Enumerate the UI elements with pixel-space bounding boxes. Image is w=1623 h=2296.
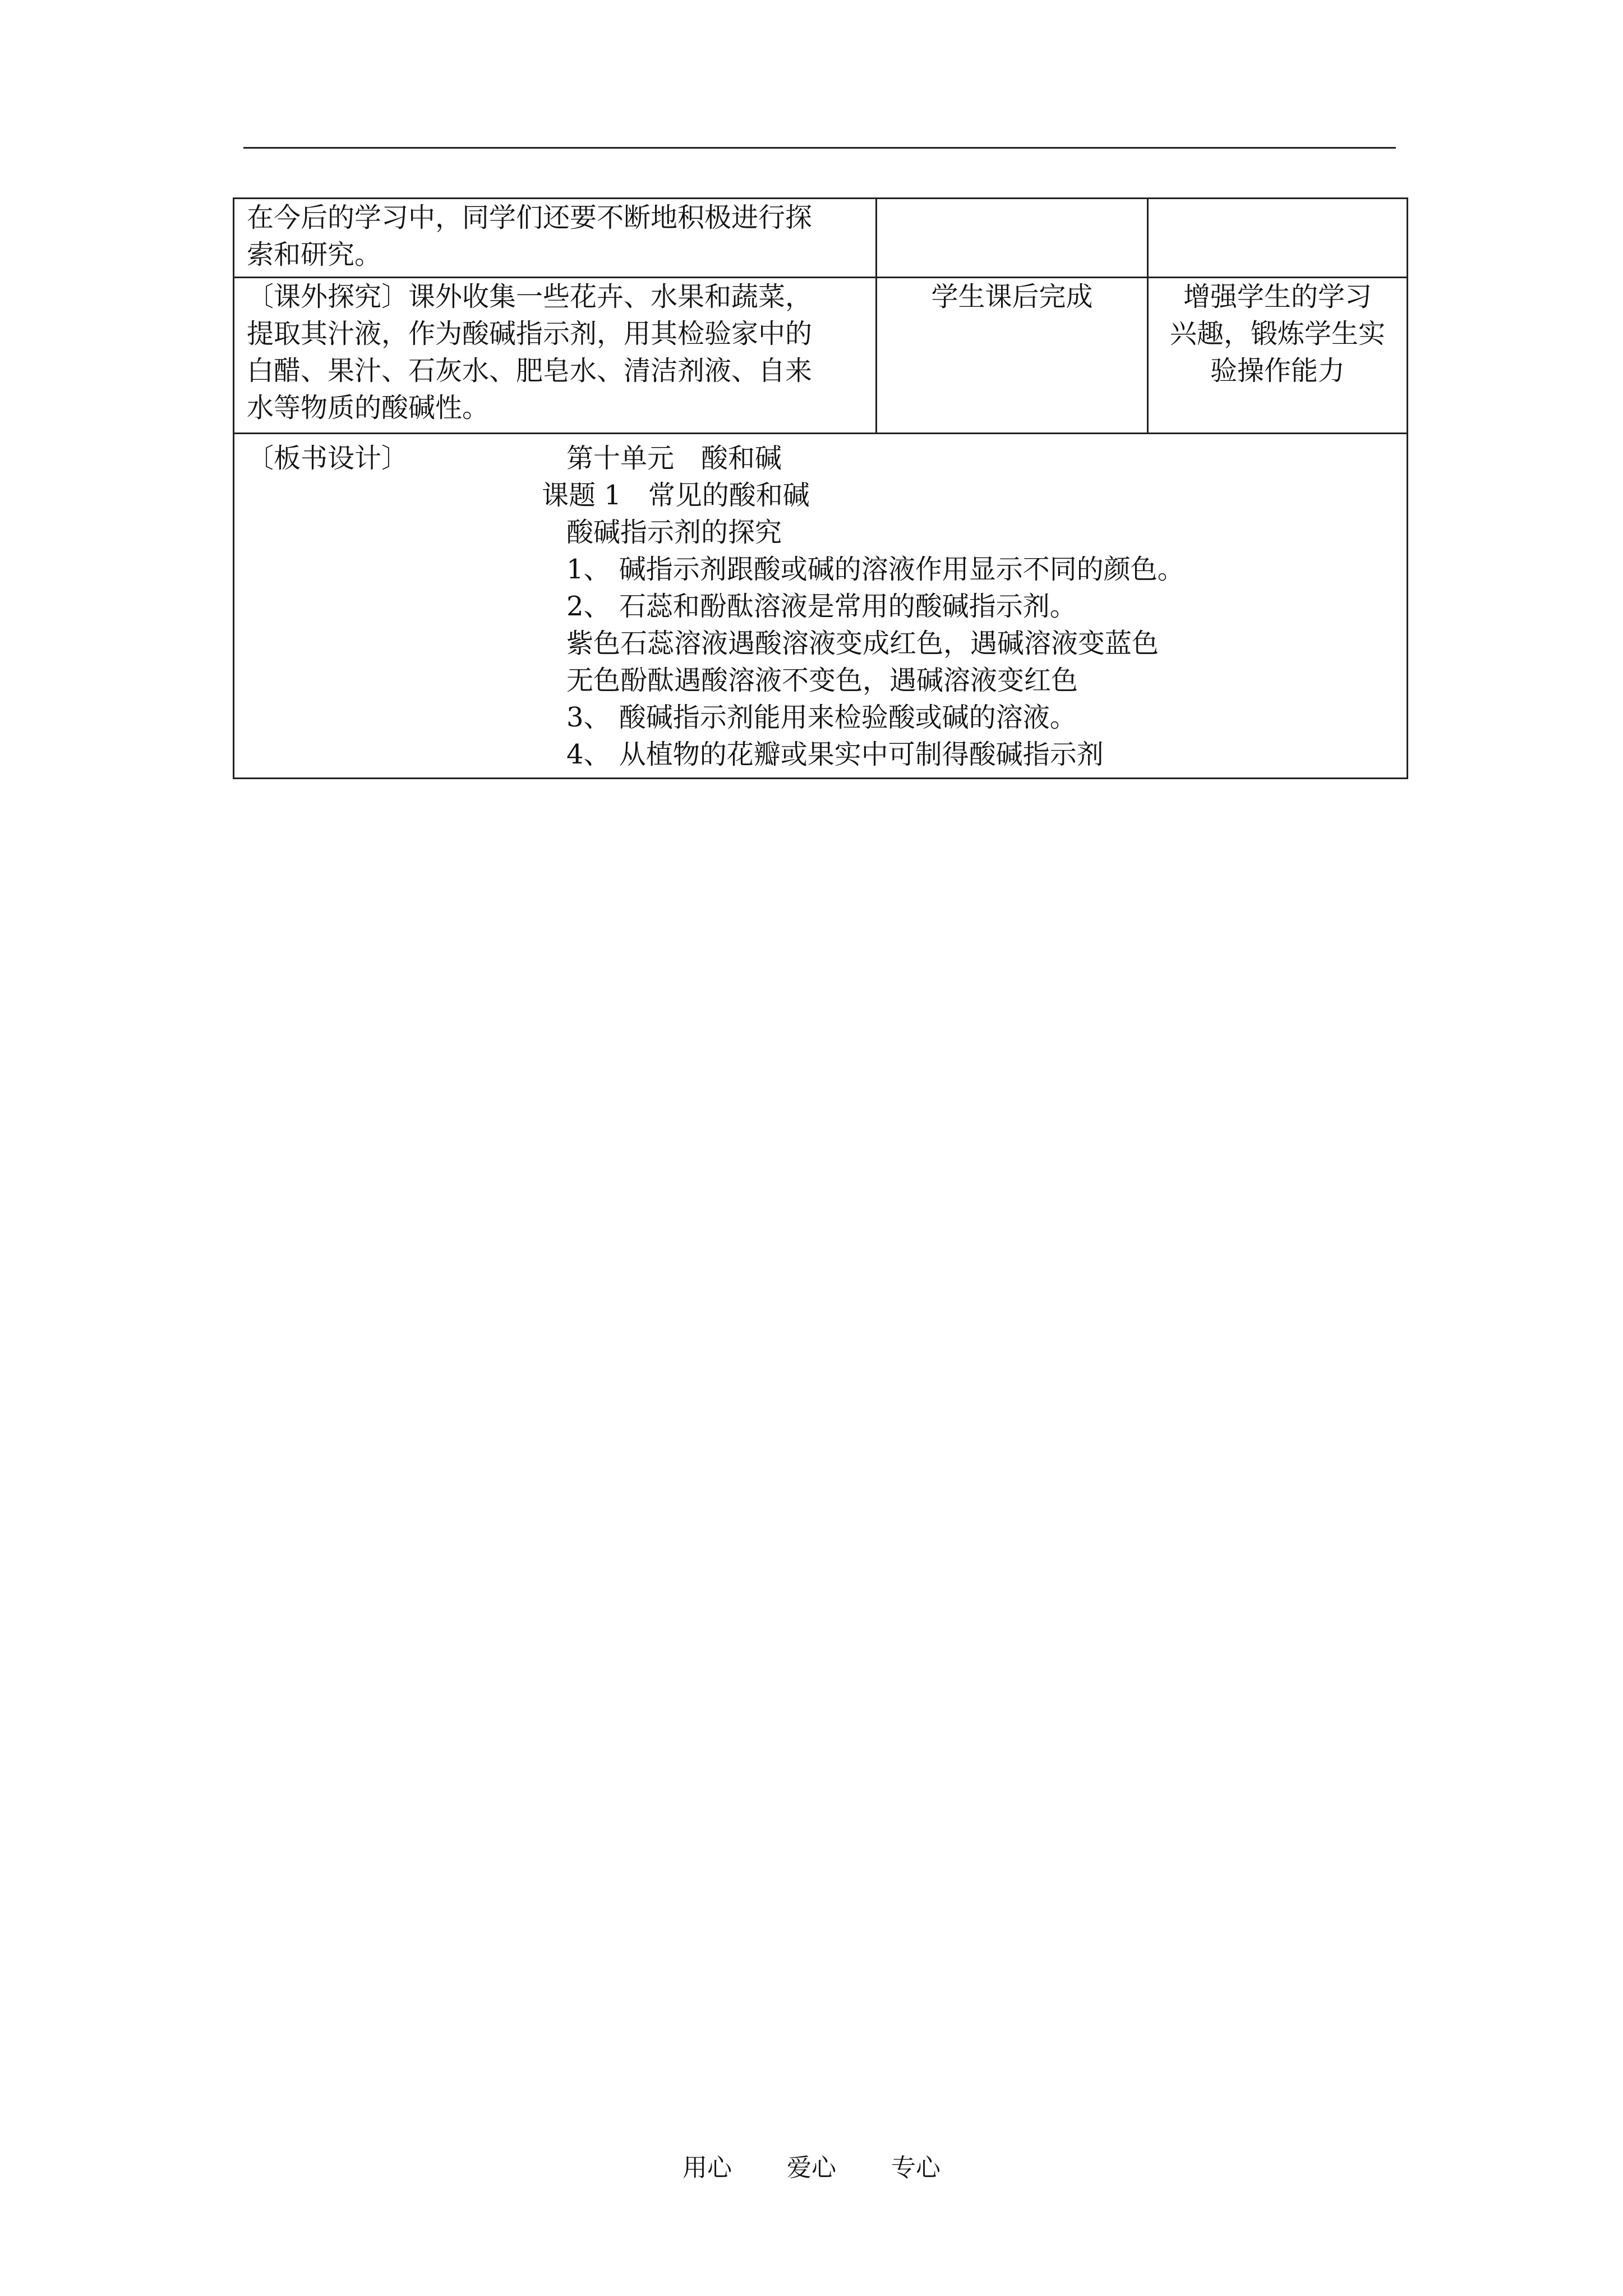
table-row [234, 434, 1408, 779]
content-line: 〔课外探究〕课外收集一些花卉、水果和蔬菜， [247, 281, 813, 312]
footer-item: 用心 [683, 2154, 732, 2182]
page-footer [0, 2147, 1623, 2183]
board-subtitle: 酸碱指示剂的探究 [566, 517, 782, 548]
intent-line: 验操作能力 [1210, 355, 1345, 386]
board-point-2: 2、 石蕊和酚酞溶液是常用的酸碱指示剂。 [566, 591, 1077, 622]
intent-cell [1148, 278, 1408, 434]
content-line: 在今后的学习中，同学们还要不断地积极进行探 [247, 202, 813, 233]
footer-item: 爱心 [787, 2154, 836, 2182]
activity-cell [877, 278, 1148, 434]
intent-cell [1148, 199, 1408, 278]
footer-item: 专心 [891, 2154, 940, 2182]
board-note-1: 紫色石蕊溶液遇酸溶液变成红色，遇碱溶液变蓝色 [566, 628, 1159, 659]
activity-text: 学生课后完成 [931, 281, 1093, 312]
intent-line: 兴趣，锻炼学生实 [1169, 318, 1385, 349]
content-cell [234, 199, 877, 278]
board-topic-title: 课题 1 常见的酸和碱 [542, 480, 810, 511]
content-line: 索和研究。 [247, 239, 382, 270]
content-line: 水等物质的酸碱性。 [247, 392, 490, 424]
content-line: 白醋、果汁、石灰水、肥皂水、清洁剂液、自来 [247, 355, 813, 386]
table-row [234, 199, 1408, 278]
header-rule [243, 147, 1396, 149]
activity-cell [877, 199, 1148, 278]
board-unit-title: 第十单元 酸和碱 [566, 443, 782, 474]
board-point-4: 4、 从植物的花瓣或果实中可制得酸碱指示剂 [566, 739, 1104, 770]
intent-line: 增强学生的学习 [1183, 281, 1372, 312]
board-design-label: 〔板书设计〕 [247, 443, 409, 474]
table-row [234, 278, 1408, 434]
board-note-2: 无色酚酞遇酸溶液不变色，遇碱溶液变红色 [566, 665, 1078, 696]
content-cell [234, 278, 877, 434]
board-point-3: 3、 酸碱指示剂能用来检验酸或碱的溶液。 [566, 702, 1077, 733]
board-point-1: 1、 碱指示剂跟酸或碱的溶液作用显示不同的颜色。 [566, 554, 1184, 585]
lesson-plan-table [233, 197, 1408, 779]
board-design-cell [234, 434, 1408, 779]
content-line: 提取其汁液，作为酸碱指示剂，用其检验家中的 [247, 318, 813, 349]
